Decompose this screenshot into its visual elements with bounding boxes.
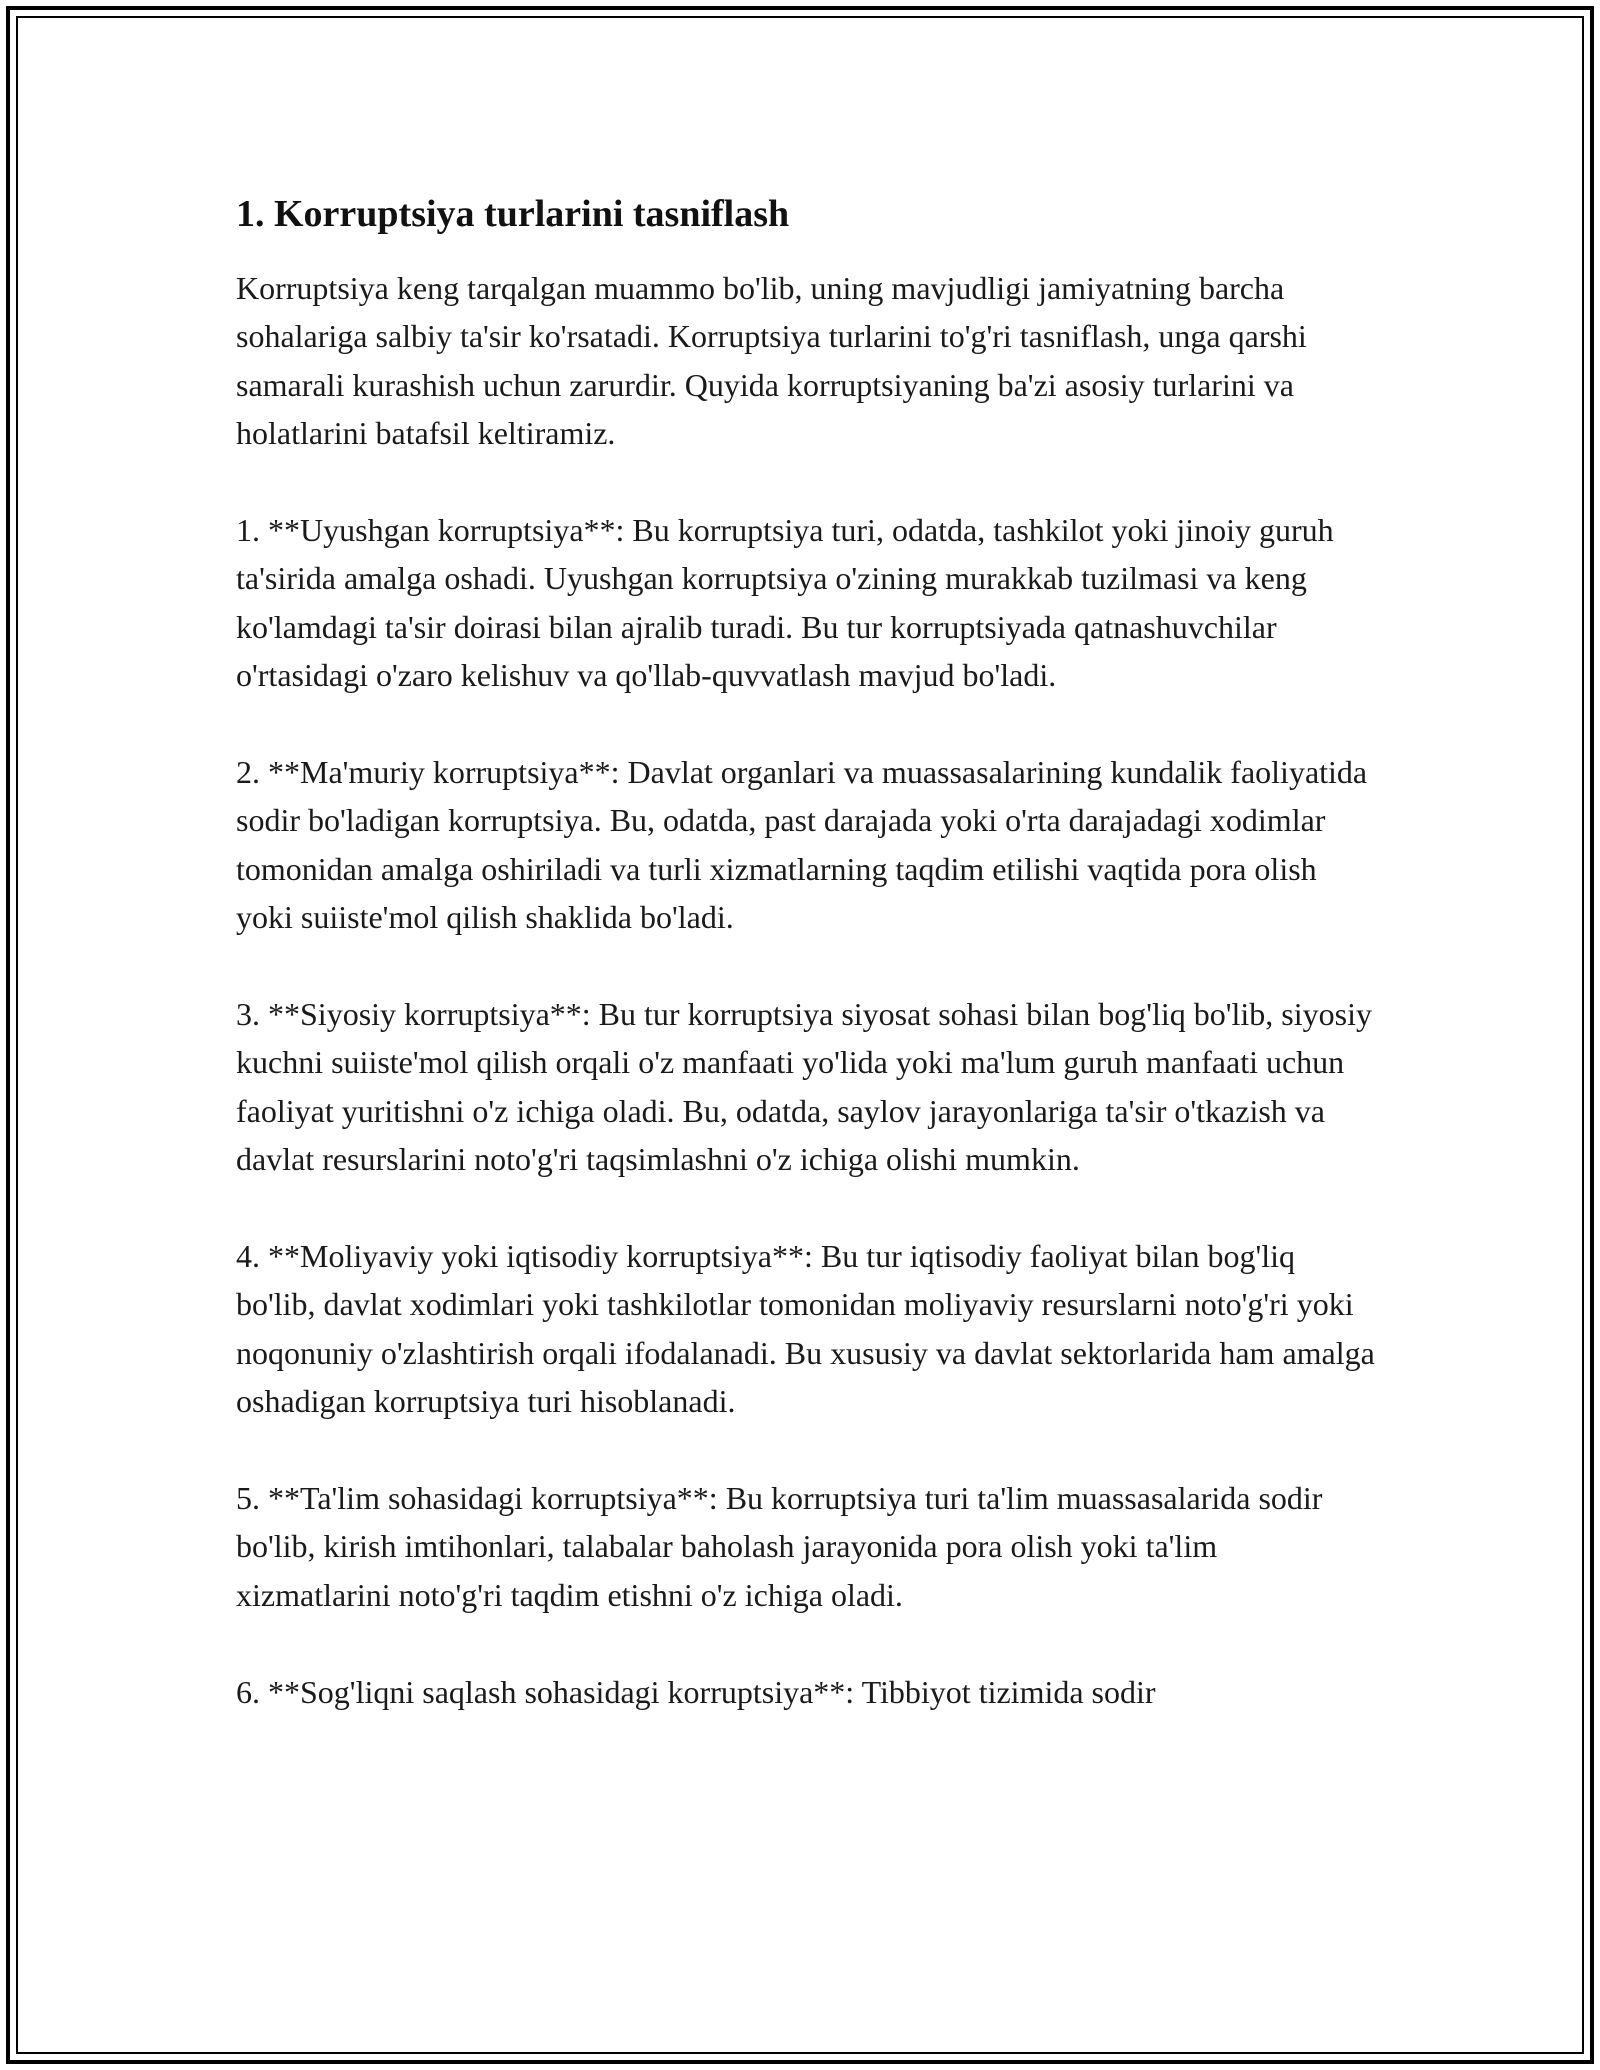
paragraph-item-1: 1. **Uyushgan korruptsiya**: Bu korruptsiya turi, odatda, tashkilot yoki jinoiy guruh ta'sirida amalga oshadi. Uyushgan korruptsiya o'zining murakkab tuzilmasi va keng ko'lamdagi ta'sir doirasi bilan ajralib turadi. Bu tur korruptsiyada qatnashuvchilar o'rtasidagi o'zaro kelishuv va qo'llab-quvvatlash mavjud bo'ladi.: [236, 512, 1334, 694]
document-title: 1. Korruptsiya turlarini tasniflash: [236, 193, 790, 235]
paragraph-item-6: 6. **Sog'liqni saqlash sohasidagi korruptsiya**: Tibbiyot tizimida sodir: [236, 1673, 1156, 1710]
paragraph-item-2: 2. **Ma'muriy korruptsiya**: Davlat organlari va muassasalarining kundalik faoliyatida sodir bo'ladigan korruptsiya. Bu, odatda, past darajada yoki o'rta darajadagi xodimlar tomonidan amalga oshiriladi va turli xizmatlarning taqdim etilishi vaqtida pora olish yoki suiiste'mol qilish shaklida bo'ladi.: [236, 754, 1368, 936]
document-body: [236, 188, 1376, 1764]
paragraph-intro: Korruptsiya keng tarqalgan muammo bo'lib, uning mavjudligi jamiyatning barcha sohalariga salbiy ta'sir ko'rsatadi. Korruptsiya turlarini to'g'ri tasniflash, unga qarshi samarali kurashish uchun zarurdir. Quyida korruptsiyaning ba'zi asosiy turlarini va holatlarini batafsil keltiramiz.: [236, 270, 1307, 452]
paragraph-item-3: 3. **Siyosiy korruptsiya**: Bu tur korruptsiya siyosat sohasi bilan bog'liq bo'lib, siyosiy kuchni suiiste'mol qilish orqali o'z manfaati yo'lida yoki ma'lum guruh manfaati uchun faoliyat yuritishni o'z ichiga oladi. Bu, odatda, saylov jarayonlariga ta'sir o'tkazish va davlat resurslarini noto'g'ri taqsimlashni o'z ichiga olishi mumkin.: [236, 996, 1372, 1178]
paragraph-item-5: 5. **Ta'lim sohasidagi korruptsiya**: Bu korruptsiya turi ta'lim muassasalarida sodir bo'lib, kirish imtihonlari, talabalar baholash jarayonida pora olish yoki ta'lim xizmatlarini noto'g'ri taqdim etishni o'z ichiga oladi.: [236, 1480, 1323, 1613]
paragraph-item-4: 4. **Moliyaviy yoki iqtisodiy korruptsiya**: Bu tur iqtisodiy faoliyat bilan bog'liq bo'lib, davlat xodimlari yoki tashkilotlar tomonidan moliyaviy resurslarni noto'g'ri yoki noqonuniy o'zlashtirish orqali ifodalanadi. Bu xususiy va davlat sektorlarida ham amalga oshadigan korruptsiya turi hisoblanadi.: [236, 1238, 1375, 1420]
